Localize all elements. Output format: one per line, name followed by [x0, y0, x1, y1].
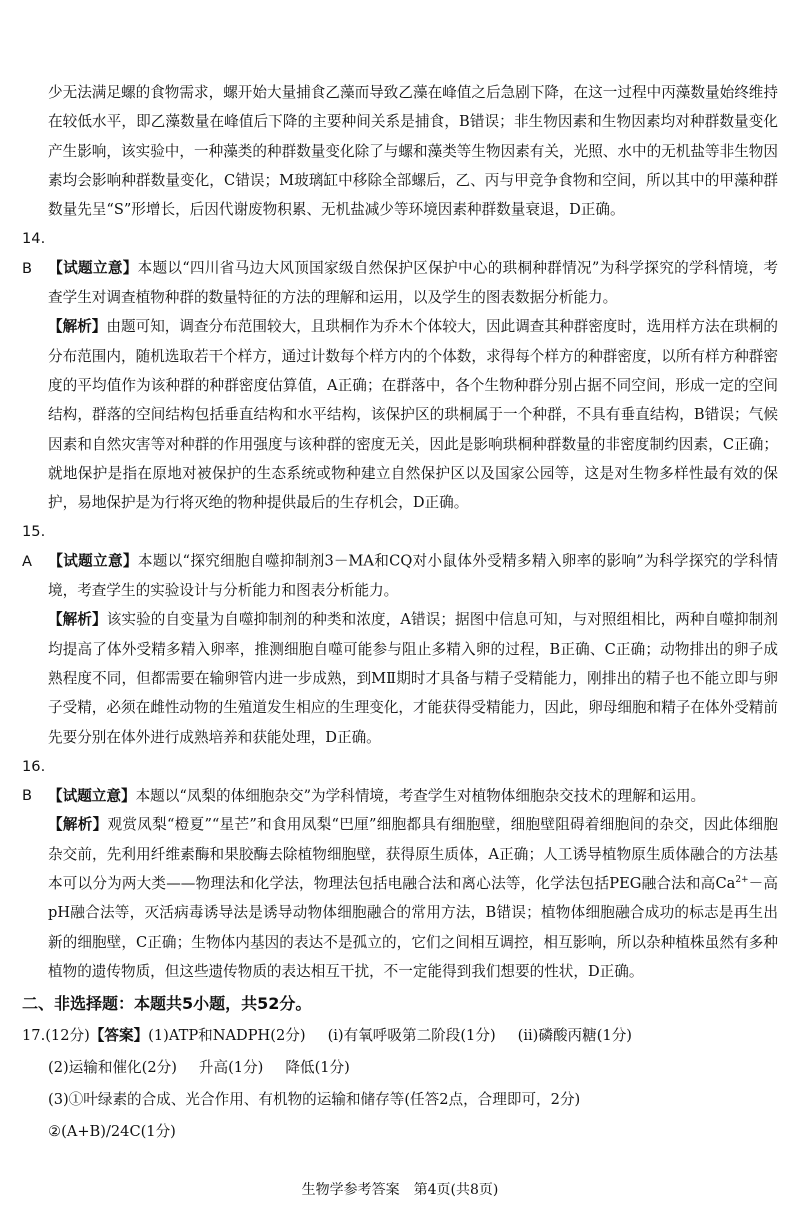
q15-analysis-tag: 【解析】 [48, 611, 107, 629]
q15-intent-tag: 【试题立意】 [48, 552, 138, 570]
q17-answer-tag: 【答案】 [89, 1027, 149, 1045]
ca-charge-superscript: 2+ [735, 875, 749, 886]
q17-score: (12分) [45, 1027, 90, 1045]
q14-intent-tag: 【试题立意】 [48, 259, 138, 277]
q15-number: 15.A [22, 523, 46, 570]
q16-analysis-tag: 【解析】 [48, 816, 108, 834]
q16-intent-tag: 【试题立意】 [48, 787, 136, 805]
q15-intent [22, 517, 778, 605]
q17-line-4: ②(A+B)/24C(1分) [48, 1123, 176, 1141]
q17-answer-2a: (2)运输和催化(2分) [48, 1059, 177, 1077]
q17-line-3: (3)①叶绿素的合成、光合作用、有机物的运输和储存等(任答2点，合理即可，2分) [48, 1091, 581, 1109]
page-footer: 生物学参考答案 第4页(共8页) [301, 1182, 499, 1198]
q16-analysis-text-2: －高pH融合法等，灭活病毒诱导法是诱导动物体细胞融合的常用方法，B错误；植物体细胞融合成功的标志是再生出新的细胞壁，C正确；生物体内基因的表达不是孤立的，它们之间相互调控，相互影响，所以杂种植株虽然有多种植物的遗传物质，但这些遗传物质的表达相互干扰，不一定能得到我们想要的性状，D正确。 [48, 875, 778, 980]
q14-intent-text: 本题以“四川省马边大风顶国家级自然保护区保护中心的珙桐种群情况”为科学探究的学科情境，考查学生对调查植物种群的数量特征的方法的理解和运用，以及学生的图表数据分析能力。 [48, 259, 778, 307]
q17-line-1 [22, 1020, 778, 1052]
q15-intent-text: 本题以“探究细胞自噬抑制剂3－MA和CQ对小鼠体外受精多精入卵率的影响”为科学探究的学科情境，考查学生的实验设计与分析能力和图表分析能力。 [48, 552, 778, 600]
q17-answer-1b: (i)有氧呼吸第二阶段(1分) [327, 1027, 496, 1045]
q17-number: 17. [22, 1027, 46, 1045]
q17-answer-2c: 降低(1分) [285, 1059, 350, 1077]
q17-line-2 [22, 1052, 778, 1084]
q14-analysis-tag: 【解析】 [48, 318, 107, 336]
q14-analysis [22, 312, 778, 517]
q16-analysis [22, 810, 778, 986]
q13-continuation: 少无法满足螺的食物需求，螺开始大量捕食乙藻而导致乙藻在峰值之后急剧下降，在这一过程中丙藻数量始终维持在较低水平，即乙藻数量在峰值后下降的主要种间关系是捕食，B错误；非生物因素和生物因素均对种群数量变化产生影响，该实验中，一种藻类的种群数量变化除了与螺和藻类等生物因素有关，光照、水中的无机盐等非生物因素均会影响种群数量变化，C错误；M玻璃缸中移除全部螺后，乙、丙与甲竞争食物和空间，所以其中的甲藻种群数量先呈“S”形增长，后因代谢废物积累、无机盐减少等环境因素种群数量衰退，D正确。 [48, 84, 778, 219]
q14-number: 14.B [22, 230, 46, 277]
q15-analysis-text: 该实验的自变量为自噬抑制剂的种类和浓度，A错误；据图中信息可知，与对照组相比，两种自噬抑制剂均提高了体外受精多精入卵率，推测细胞自噬可能参与阻止多精入卵的过程，B正确、C正确；动物排出的卵子成熟程度不同，但都需要在输卵管内进一步成熟，到MⅡ期时才具备与精子受精能力，刚排出的精子也不能立即与卵子受精，必须在雌性动物的生殖道发生相应的生理变化，才能获得受精能力，因此，卵母细胞和精子在体外受精前先要分别在体外进行成熟培养和获能处理，D正确。 [48, 611, 778, 746]
q16-intent [22, 752, 778, 811]
q17-answer-1a: (1)ATP和NADPH(2分) [148, 1027, 306, 1045]
q14-analysis-text: 由题可知，调查分布范围较大，且珙桐作为乔木个体较大，因此调查其种群密度时，选用样方法在珙桐的分布范围内，随机选取若干个样方，通过计数每个样方内的个体数，求得每个样方的种群密度，以所有样方种群密度的平均值作为该种群的种群密度估算值，A正确；在群落中，各个生物种群分别占据不同空间，形成一定的空间结构，群落的空间结构包括垂直结构和水平结构，该保护区的珙桐属于一个种群，不具有垂直结构，B错误；气候因素和自然灾害等对种群的作用强度与该种群的密度无关，因此是影响珙桐种群数量的非密度制约因素，C正确；就地保护是指在原地对被保护的生态系统或物种建立自然保护区以及国家公园等，这是对生物多样性最有效的保护，易地保护是为行将灭绝的物种提供最后的生存机会，D正确。 [48, 318, 778, 512]
q16-intent-text: 本题以“凤梨的体细胞杂交”为学科情境，考查学生对植物体细胞杂交技术的理解和运用。 [135, 787, 706, 805]
q14-intent [22, 224, 778, 312]
section-heading-nonchoice: 二、非选择题：本题共5小题，共52分。 [22, 994, 312, 1014]
q17-answer-2b: 升高(1分) [198, 1059, 264, 1077]
q16-analysis-text-1: 观赏凤梨“橙夏”“星芒”和食用凤梨“巴厘”细胞都具有细胞壁，细胞壁阻碍着细胞间的杂交，因此体细胞杂交前，先利用纤维素酶和果胶酶去除植物细胞壁，获得原生质体，A正确；人工诱导植物原生质体融合的方法基本可以分为两大类——物理法和化学法，物理法包括电融合法和离心法等，化学法包括PEG融合法和高Ca [48, 816, 778, 893]
q17-answer-1c: (ii)磷酸丙糖(1分) [517, 1027, 633, 1045]
q16-number: 16.B [22, 757, 46, 805]
q15-analysis [22, 605, 778, 751]
